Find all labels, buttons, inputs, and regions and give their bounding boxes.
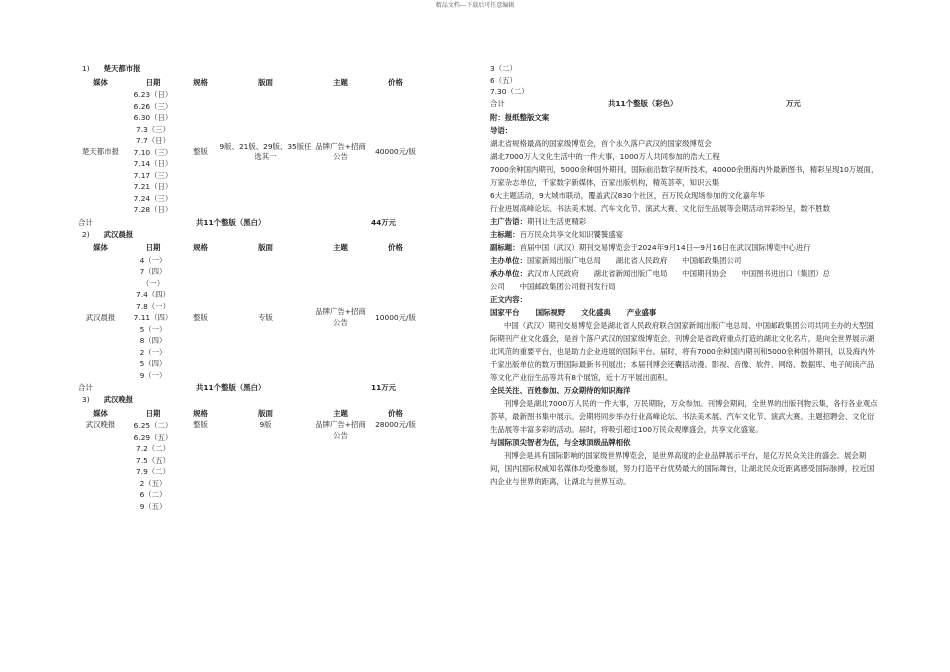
media-name: 楚天都市报 bbox=[82, 147, 119, 156]
section-heading: 全民关注、百姓参加、万众期待的知识海洋 bbox=[490, 385, 631, 395]
section-heading: 与国际顶尖智者为伍，与全球顶级品牌相依 bbox=[490, 437, 631, 447]
intro-line: 湖北7000万人文化生活中的一件大事，1000万人共同参加的浩大工程 bbox=[490, 151, 720, 161]
section-title bbox=[82, 230, 423, 241]
main-title-text: 百万民众共享文化知识饕餮盛宴 bbox=[519, 229, 624, 239]
main-title-line bbox=[490, 228, 880, 241]
summary-row bbox=[78, 217, 423, 228]
header-spec: 规格 bbox=[193, 243, 208, 252]
platform-tags bbox=[490, 306, 880, 319]
date-item: 7.3（三） bbox=[136, 124, 170, 134]
summary-row bbox=[490, 98, 880, 109]
date-item: 6.30（日） bbox=[133, 113, 173, 122]
date-item: 6.29（五） bbox=[133, 432, 173, 442]
organizer-label: 承办单位： bbox=[490, 268, 527, 278]
date-item: 7.21（日） bbox=[133, 182, 173, 191]
layout-cell: 9版 bbox=[259, 420, 272, 429]
theme-cell: 品牌广告+招商公告 bbox=[315, 420, 366, 440]
summary-count: 共11个整版（黑白） bbox=[196, 217, 266, 227]
section-title bbox=[82, 395, 423, 406]
left-column bbox=[78, 63, 423, 512]
date-item: 6.23（日） bbox=[133, 90, 173, 99]
header-spec: 规格 bbox=[193, 408, 208, 418]
summary-total: 万元 bbox=[786, 98, 801, 108]
spec-cell: 整版 bbox=[193, 147, 208, 156]
host-line bbox=[490, 254, 880, 267]
header-media: 媒体 bbox=[93, 408, 108, 418]
header-date: 日期 bbox=[145, 77, 161, 87]
date-item: 6.25（二） bbox=[133, 421, 173, 430]
date-list bbox=[123, 255, 183, 382]
organizer-text: 武汉市人民政府 湖北省新闻出版广电局 中国期刊协会 中国图书进出口（集团）总 bbox=[526, 268, 830, 278]
date-item: 2（五） bbox=[139, 478, 167, 488]
summary-count: 共11个整版（黑白） bbox=[196, 383, 266, 392]
header-price: 价格 bbox=[388, 77, 403, 87]
table-header-row bbox=[78, 408, 423, 421]
header-layout: 版面 bbox=[258, 243, 273, 252]
layout-cell: 专版 bbox=[258, 312, 273, 322]
date-list bbox=[123, 89, 183, 216]
date-item: 7.30（二） bbox=[490, 87, 529, 96]
section-number: 2) bbox=[82, 229, 90, 239]
table-header-row bbox=[78, 77, 423, 90]
header-date: 日期 bbox=[145, 243, 161, 252]
date-item: 7.10（三） bbox=[133, 147, 173, 157]
header-price: 价格 bbox=[388, 408, 403, 418]
header-price: 价格 bbox=[388, 243, 403, 252]
date-item: 3（二） bbox=[490, 64, 517, 73]
date-item: 4（一） bbox=[139, 255, 167, 265]
table-row bbox=[78, 420, 423, 512]
intro-line: 湖北省规格最高的国家级博览会，首个永久落户武汉的国家级博览会 bbox=[490, 138, 712, 148]
date-item: 6（二） bbox=[139, 490, 167, 499]
header-date: 日期 bbox=[145, 408, 161, 418]
layout-cell: 9版、21版、29版、35版任选其一 bbox=[219, 141, 312, 162]
media-table bbox=[78, 408, 423, 513]
summary-total: 44万元 bbox=[371, 217, 397, 227]
header-spec: 规格 bbox=[193, 77, 208, 87]
date-item: 7.14（日） bbox=[133, 159, 173, 168]
host-label: 主办单位： bbox=[490, 255, 527, 265]
header-theme: 主题 bbox=[333, 408, 348, 418]
date-list-continued bbox=[490, 63, 880, 98]
date-item: 7.2（二） bbox=[136, 444, 170, 453]
summary-label: 合计 bbox=[78, 383, 93, 392]
host-text: 国家新闻出版广电总局 湖北省人民政府 中国邮政集团公司 bbox=[526, 255, 742, 265]
media-name: 武汉晨报 bbox=[85, 312, 116, 322]
body-paragraph: 刊博会是湖北7000万人民的一件大事，万民期盼，万众参加。刊博会期间，全世界的出版刊物云集，各行各业观点荟萃，最新图书集中展示。会期将同步举办行业高峰论坛、书法美术展、汽车文化节、演武大赛、主题招聘会、文化衍生品展等丰富多彩的活动。届时，将吸引超过100万民众观摩盛会，共享文化盛宴。 bbox=[490, 398, 878, 434]
date-list bbox=[123, 420, 183, 512]
summary-total: 11万元 bbox=[371, 383, 397, 392]
sub-title-line bbox=[490, 241, 880, 254]
main-ad-line bbox=[490, 215, 880, 228]
date-item: 6（五） bbox=[490, 75, 517, 85]
date-item: 7.5（五） bbox=[136, 455, 170, 465]
spec-cell: 整版 bbox=[193, 420, 208, 429]
media-name: 武汉晚报 bbox=[85, 420, 116, 429]
header-theme: 主题 bbox=[333, 77, 348, 87]
sub-title-text: 首届中国（武汉）期刊交易博览会于2024年9月14日—9月16日在武汉国际博览中心进行 bbox=[519, 242, 811, 252]
price-cell: 40000元/版 bbox=[375, 147, 416, 156]
section-name: 楚天都市报 bbox=[103, 64, 141, 73]
main-ad-text: 期刊让生活更精彩 bbox=[526, 216, 587, 226]
date-item: 8（四） bbox=[139, 336, 167, 345]
table-row bbox=[78, 89, 423, 216]
sub-title-label: 副标题： bbox=[490, 242, 520, 252]
body-paragraph: 刊博会是具有国际影响的国家级世界博览会，是世界高度的企业品牌展示平台，是亿万民众关注的盛会。展会期间，国内国际权威知名媒体均受邀参展，努力打造平台优势最大的国际舞台，让湖北民众近距离感受国际脉搏，拉近国内企业与世界的距离，让湖北与世界互动。 bbox=[490, 450, 875, 486]
date-item: 7.28（日） bbox=[133, 205, 173, 214]
body-paragraph: 中国（武汉）期刊交易博览会是湖北省人民政府联合国家新闻出版广电总局、中国邮政集团公司共同主办的大型国际期刊产业文化盛会，是首个落户武汉的国家级博览会。刊博会是省政府重点打造的湖北文化名片，是向全世界展示湖北风范的重要平台，也是助力企业进展的国际平台。届时，将有7000余种国内期刊和5000余种国外期刊，以及海内外千家出版单位的数万册国际最新书刊展出；本届刊博会还囊括动漫、影视、音像、软件、网络、数据库、电子阅读产品等文化产业衍生品等共有8个展馆，近十万平展出面积。 bbox=[490, 320, 875, 382]
date-item: 6.26（三） bbox=[133, 101, 173, 111]
date-item: 7.17（三） bbox=[133, 170, 173, 180]
table-header-row bbox=[78, 242, 423, 255]
summary-count: 共11个整版（彩色） bbox=[608, 98, 678, 108]
summary-label: 合计 bbox=[78, 217, 93, 227]
date-item: 9（一） bbox=[139, 370, 167, 380]
summary-row bbox=[78, 382, 423, 393]
date-item: 7（四） bbox=[139, 267, 167, 276]
intro-label: 导语： bbox=[490, 125, 513, 135]
theme-cell: 品牌广告+招商公告 bbox=[315, 307, 366, 327]
organizer-line-continued: 公司 中国邮政集团公司报刊发行局 bbox=[490, 281, 616, 291]
header-theme: 主题 bbox=[333, 243, 348, 252]
spec-cell: 整版 bbox=[193, 312, 208, 322]
platform-tag: 国家平台 bbox=[490, 307, 520, 317]
header-media: 媒体 bbox=[93, 243, 108, 252]
date-item: 5（一） bbox=[139, 324, 167, 334]
date-item: 7.7（日） bbox=[136, 136, 170, 145]
media-table bbox=[78, 77, 423, 216]
date-item: 7.8（一） bbox=[136, 301, 170, 311]
header-media: 媒体 bbox=[93, 77, 108, 87]
section-number: 3) bbox=[82, 395, 90, 404]
intro-line: 行业进展高峰论坛、书法美术展、汽车文化节、演武大赛、文化衍生品展等会期活动异彩纷呈，数不胜数 bbox=[490, 203, 830, 213]
price-cell: 28000元/版 bbox=[375, 420, 416, 429]
date-item: （一） bbox=[141, 278, 165, 288]
header-layout: 版面 bbox=[258, 408, 273, 418]
date-item: 7.11（四） bbox=[133, 313, 173, 322]
header-layout: 版面 bbox=[258, 77, 273, 87]
body-label: 正文内容： bbox=[490, 294, 527, 304]
table-row bbox=[78, 255, 423, 382]
date-item: 9（五） bbox=[139, 501, 167, 511]
main-title-label: 主标题： bbox=[490, 229, 520, 239]
date-item: 7.9（二） bbox=[136, 467, 170, 476]
page-banner: 精品文档---下载后可任意编辑 bbox=[435, 2, 515, 9]
intro-line: 7000余种国内期刊，5000余种国外期刊，国际前沿数字视听技术，40000余册海内外最新图书，精彩呈现10万展面，万家杂志单位，千家数字新媒体，百家出版机构，精英荟萃，知识云集 bbox=[490, 164, 879, 187]
date-item: 2（一） bbox=[139, 347, 167, 357]
main-ad-label: 主广告语： bbox=[490, 216, 527, 226]
platform-tag: 产业盛事 bbox=[626, 307, 657, 317]
organizer-line bbox=[490, 267, 880, 280]
theme-cell: 品牌广告+招商公告 bbox=[315, 141, 366, 162]
section-name: 武汉晨报 bbox=[103, 229, 134, 239]
platform-tag: 国际视野 bbox=[535, 307, 566, 317]
date-item: 7.24（三） bbox=[133, 193, 173, 203]
date-item: 5（四） bbox=[139, 359, 167, 368]
intro-line: 6大主题活动，9大城市联动，覆盖武汉830个社区，百万民众现场参加的文化嘉年华 bbox=[490, 190, 765, 200]
section-name: 武汉晚报 bbox=[103, 395, 134, 404]
appendix-title: 附：报纸整版文案 bbox=[490, 112, 550, 122]
media-table bbox=[78, 242, 423, 381]
price-cell: 10000元/版 bbox=[375, 312, 416, 322]
summary-label: 合计 bbox=[490, 98, 505, 108]
date-item: 7.4（四） bbox=[136, 290, 170, 299]
right-column bbox=[490, 63, 880, 488]
platform-tag: 文化盛典 bbox=[581, 307, 611, 317]
section-number: 1) bbox=[82, 64, 90, 73]
section-title bbox=[82, 64, 423, 75]
